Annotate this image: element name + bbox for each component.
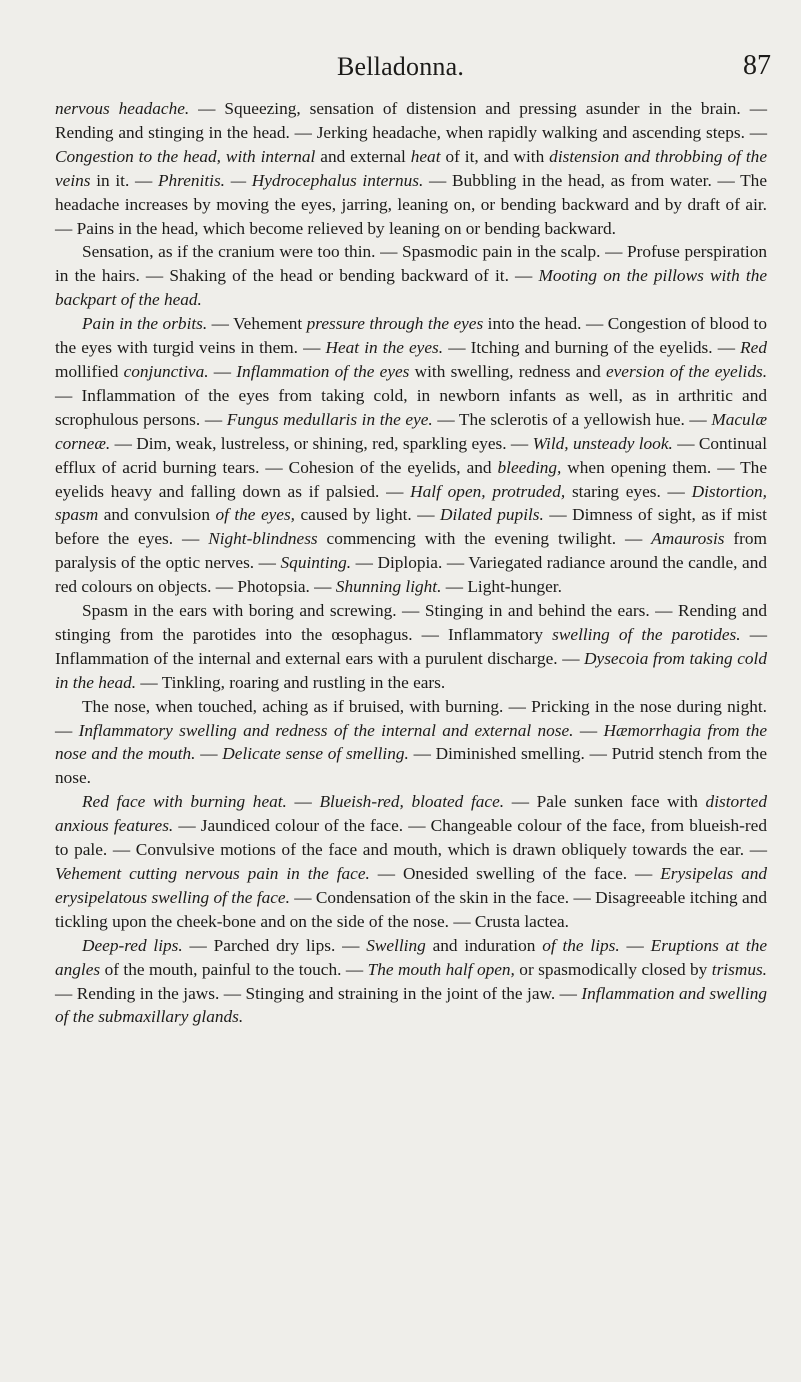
text-run: — [208, 361, 237, 381]
text-run: into the head. — Congestion of blood to the eyes with turgid veins in them. — [55, 314, 767, 358]
text-run: Sensation, as if the cranium were too thin. — Spasmodic pain in the scalp. — Profuse perspiration in the hairs. — Shaking of the head or bending backward of it. — [55, 242, 767, 286]
italic-text: Maculæ corneæ. [55, 409, 767, 453]
text-run: — [286, 792, 320, 812]
italic-text: Pain in the orbits. [82, 314, 208, 334]
italic-text: Dysecoia from taking cold in the head. [55, 648, 767, 692]
text-run: from paralysis of the optic nerves. — [55, 529, 767, 573]
italic-text: Heat in the eyes. [325, 338, 444, 358]
italic-text: Distortion, spasm [55, 481, 768, 525]
text-run: of it, and with [440, 146, 550, 166]
italic-text: Erysipelas and erysipelatous swelling of the face. [55, 864, 767, 907]
italic-text: Squinting. [280, 553, 352, 573]
paragraph [55, 97, 767, 240]
text-run: mollified [55, 361, 124, 381]
italic-text: Deep-red lips. [82, 935, 183, 955]
italic-text: conjunctiva. [123, 361, 209, 381]
running-title: Belladonna. [336, 52, 465, 81]
paragraph [55, 695, 767, 791]
text-run: — Condensation of the skin in the face. — Disagreeable itching and tickling upon the cheek-bone and on the side of the nose. — Crusta lactea. [55, 887, 767, 931]
italic-text: trismus. [711, 959, 768, 979]
italic-text: eversion of the eyelids. [605, 361, 768, 381]
text-run: — Light-hunger. [441, 577, 562, 597]
text-run: Spasm in the ears with boring and screwing. — Stinging in and behind the ears. — Rending and stinging from the parotides into the œsophagus. — Inflammatory [55, 601, 767, 644]
italic-text: The mouth half open, [367, 959, 515, 979]
italic-text: Vehement cutting nervous pain in the face. [55, 864, 370, 883]
italic-text: Amaurosis [651, 529, 725, 549]
text-run: caused by light. — [295, 505, 440, 525]
text-run: — Parched dry lips. — [182, 935, 367, 955]
italic-text: pressure through the eyes [306, 314, 484, 334]
italic-text: Inflammation and swelling of the submaxillary glands. [55, 983, 768, 1027]
text-run: — Dimness of sight, as if mist before the eyes. — [55, 505, 767, 549]
italic-text: distorted anxious features. [55, 792, 767, 836]
text-run: when opening them. — The eyelids heavy and falling down as if palsied. — [55, 457, 767, 501]
italic-text: of the eyes, [215, 505, 295, 525]
text-run: and induration [425, 935, 543, 955]
text-run: — [573, 720, 604, 740]
text-run: — Bubbling in the head, as from water. — The headache increases by moving the eyes, jarring, leaning on, or bending backward and by draft of air. — Pains in the head, which become relieved by leaning on or bending backward. [55, 170, 767, 238]
italic-text: Shunning light. [335, 577, 442, 597]
italic-text: bloated face. [411, 792, 505, 812]
text-run: — Jaundiced colour of the face. — Changeable colour of the face, from blueish-red to pale. — Convulsive motions of the face and mouth, which is drawn obliquely towards the ear. — [55, 816, 767, 860]
italic-text: Red [740, 338, 767, 358]
italic-text: Fungus medullaris in the eye. [226, 409, 433, 429]
text-run: — Dim, weak, lustreless, or shining, red, sparkling eyes. — [110, 433, 533, 453]
text-run: — Tinkling, roaring and rustling in the ears. [136, 672, 446, 692]
paragraph [55, 790, 767, 933]
italic-text: distension and throbbing of the veins [55, 146, 767, 190]
text-run: — Inflammation of the eyes from taking cold, in newborn infants as well, as in arthritic and scrophulous persons. — [55, 385, 767, 429]
italic-text: Half open, protruded, [410, 481, 566, 501]
text-run: — Diminished smelling. — Putrid stench from the nose. [55, 744, 768, 788]
text-run: and external [315, 146, 411, 166]
page-number: 87 [743, 50, 771, 81]
paragraph [55, 312, 767, 599]
text-run: with swelling, redness and [409, 361, 606, 381]
italic-text: Hæmorrhagia from the nose and the mouth. [55, 720, 768, 764]
text-run: — Pale sunken face with [504, 792, 706, 812]
italic-text: Inflammatory swelling and redness of the internal and external nose. [78, 720, 574, 740]
paragraph [55, 599, 767, 695]
text-run: in it. — [90, 170, 158, 190]
italic-text: Mooting on the pillows with the backpart of the head. [55, 266, 768, 310]
page-header [0, 50, 801, 90]
italic-text: Eruptions at the angles [55, 935, 768, 979]
text-run: of the mouth, painful to the touch. — [100, 959, 368, 979]
text-run: — Onesided swelling of the face. — [369, 864, 661, 883]
paragraph [55, 240, 767, 312]
body-text [55, 97, 767, 1029]
italic-text: heat [410, 146, 441, 166]
text-run: — [195, 744, 223, 764]
italic-text: Phrenitis. — Hydrocephalus internus. [157, 170, 424, 190]
italic-text: bleeding, [497, 457, 562, 477]
italic-text: Red face with burning heat. [82, 792, 287, 812]
italic-text: Delicate sense of smelling. [222, 744, 409, 764]
italic-text: Dilated pupils. [439, 505, 544, 525]
italic-text: Wild, unsteady look. [532, 433, 673, 453]
text-run: or spasmodically closed by [514, 959, 712, 979]
text-run: — Rending in the jaws. — Stinging and straining in the joint of the jaw. — [55, 983, 582, 1003]
italic-text: Night-blindness [208, 529, 318, 549]
text-run: — Inflammation of the internal and external ears with a purulent discharge. — [55, 624, 767, 668]
text-run: — Vehement [207, 314, 307, 334]
text-run: staring eyes. — [565, 481, 692, 501]
text-run: commencing with the evening twilight. — [317, 529, 652, 549]
text-run: — Squeezing, sensation of distension and pressing asunder in the brain. — Rending and stinging in the head. — Jerking headache, when rapidly walking and ascending steps. — [55, 99, 767, 142]
italic-text: of the lips. [542, 935, 620, 955]
paragraph [55, 934, 767, 1030]
text-run: — The sclerotis of a yellowish hue. — [432, 409, 712, 429]
italic-text: Blueish-red, [319, 792, 404, 812]
text-run: and convulsion [98, 505, 216, 525]
italic-text: nervous headache. [55, 99, 190, 118]
text-run: — [619, 935, 651, 955]
text-run: — Diplopia. — Variegated radiance around the candle, and red colours on objects. — Photopsia. — [55, 553, 768, 597]
italic-text: Congestion to the head, with internal [55, 146, 316, 166]
text-run: The nose, when touched, aching as if bruised, with burning. — Pricking in the nose during night. — [55, 696, 767, 740]
text-run: — Continual efflux of acrid burning tears. — Cohesion of the eyelids, and [55, 433, 768, 477]
italic-text: Swelling [366, 935, 426, 955]
italic-text: Inflammation of the eyes [236, 361, 410, 381]
text-run: — Itching and burning of the eyelids. — [443, 338, 741, 358]
italic-text: swelling of the parotides. [552, 624, 741, 644]
